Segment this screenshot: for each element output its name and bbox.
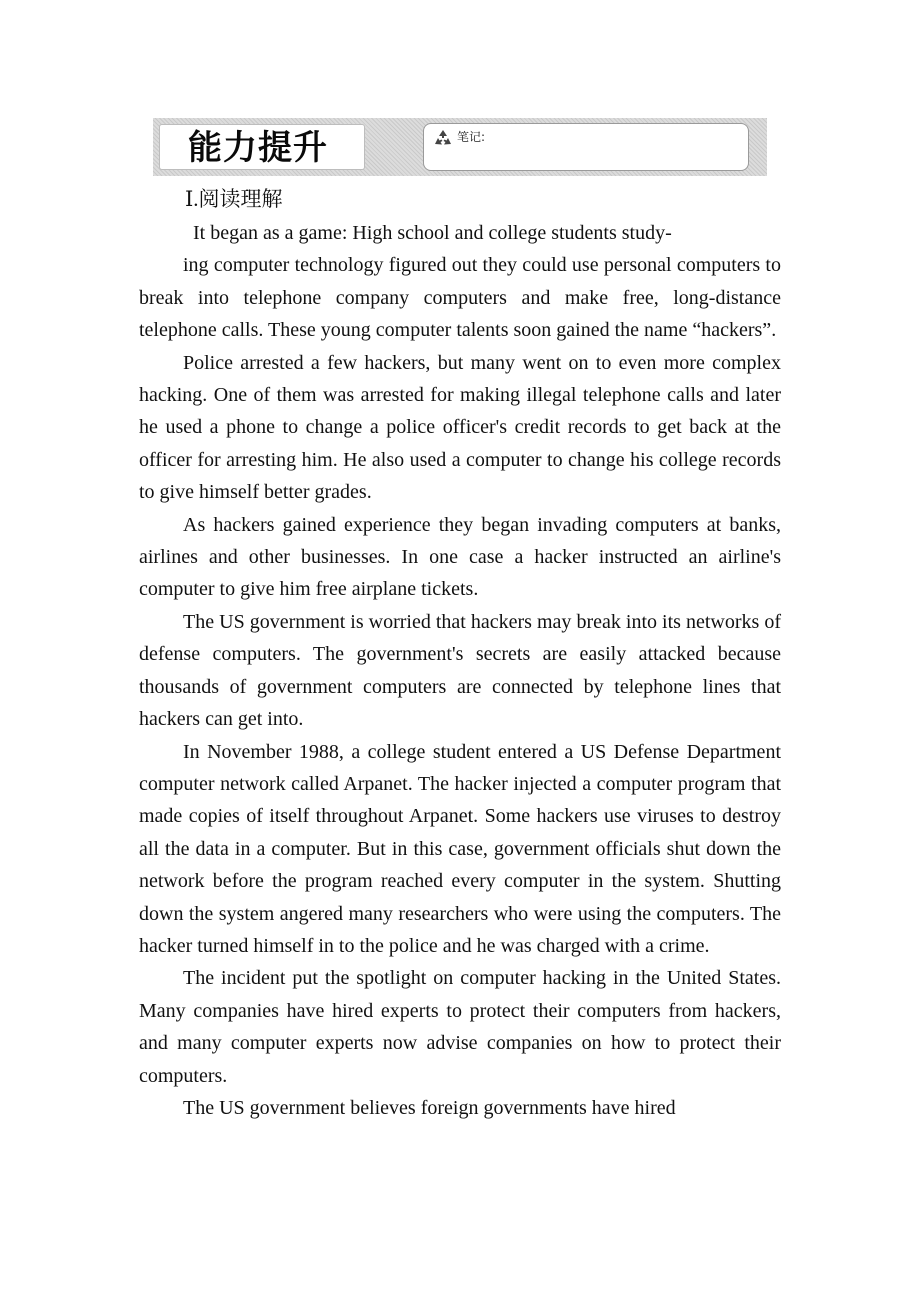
- article-paragraph: Police arrested a few hackers, but many went on to even more complex hacking. One of them was arrested for making illegal telephone calls and later he used a phone to change a police officer's credit records to get back at the officer for arresting him. He also used a computer to change his college records to give himself better grades.: [139, 351, 781, 504]
- article-paragraph: The incident put the spotlight on computer hacking in the United States. Many companies have hired experts to protect their computers from hackers, and many computer experts now advise companies on how to protect their computers.: [139, 967, 781, 1087]
- page-title: 能力提升: [188, 128, 328, 168]
- article-first-rest: ing computer technology figured out they could use personal computers to break into telephone company computers and make free, long-distance telephone calls. These young computer talents soon gained the name “hackers”.: [139, 254, 781, 342]
- article-paragraph: The US government believes foreign governments have hired: [183, 1096, 676, 1119]
- article-paragraph: As hackers gained experience they began invading computers at banks, airlines and other businesses. In one case a hacker instructed an airline's computer to give him free airplane tickets.: [139, 513, 781, 601]
- article: [139, 217, 781, 1124]
- section-heading: Ⅰ.阅读理解: [185, 187, 283, 211]
- article-paragraph: In November 1988, a college student entered a US Defense Department computer network called Arpanet. The hacker injected a computer program that made copies of itself throughout Arpanet. Some hackers use viruses to destroy all the data in a computer. But in this case, government officials shut down the network before the program reached every computer in the system. Shutting down the system angered many researchers who were using the computers. The hacker turned himself in to the police and he was charged with a crime.: [139, 740, 781, 957]
- notes-label: 笔记:: [457, 130, 486, 144]
- recycle-icon: [433, 129, 453, 147]
- notes-box[interactable]: [423, 123, 749, 171]
- title-box: [159, 124, 365, 170]
- article-first-line: It began as a game: High school and college students study-: [193, 222, 672, 244]
- article-paragraph: The US government is worried that hackers may break into its networks of defense computers. The government's secrets are easily attacked because thousands of government computers are connected by telephone lines that hackers can get into.: [139, 610, 781, 731]
- article-paragraph: [139, 217, 781, 347]
